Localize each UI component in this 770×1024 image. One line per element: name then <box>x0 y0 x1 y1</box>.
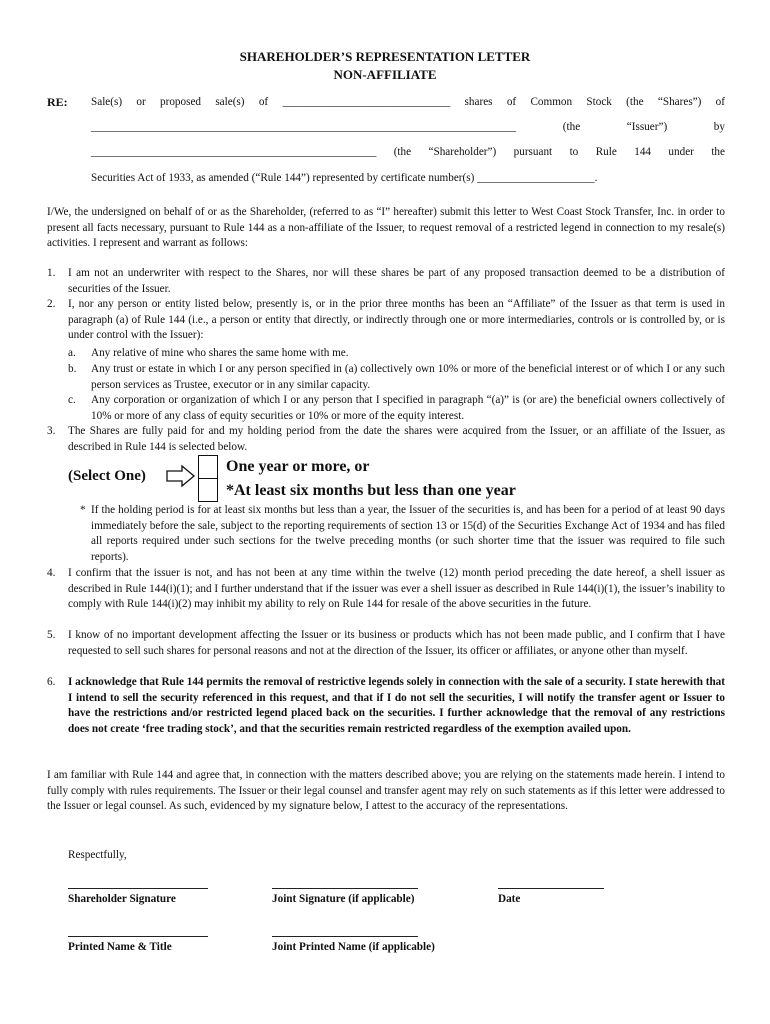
item-1-text: I am not an underwriter with respect to the Shares, nor will these shares be part of any proposed transaction deemed to be a distribution of securities of the Issuer. <box>68 267 725 295</box>
footnote-asterisk: * <box>80 504 86 516</box>
re-label: RE: <box>47 95 68 109</box>
joint-printed-name-line[interactable] <box>272 936 418 937</box>
item-2-text: I, nor any person or entity listed below, presently is, or in the prior three months has been an “Affiliate” of the Issuer as that term is used in paragraph (a) of Rule 144 (i.e., a person or entity that directly, or indirectly through one or more intermediaries, controls or is controlled by, or is under control with the Issuer): <box>68 298 725 341</box>
re-line-3: ___________________________________________________ (the “Shareholder”) pursuant to Rule 144 under the <box>91 146 725 158</box>
re-line-2: ____________________________________________________________________________ (the “Issuer”) by <box>91 121 725 133</box>
item-number: 4. <box>47 567 56 579</box>
arrow-right-icon <box>166 465 196 487</box>
printed-name-label: Printed Name & Title <box>68 941 172 953</box>
subitem-letter: c. <box>68 394 76 406</box>
item-number: 3. <box>47 425 56 437</box>
document-title: SHAREHOLDER’S REPRESENTATION LETTER <box>239 49 531 64</box>
subitem-b-text: Any trust or estate in which I or any person specified in (a) collectively own 10% or more of the beneficial interest or of which I or any such person services as Trustee, executor or in any similar capacity. <box>91 363 725 391</box>
item-number: 5. <box>47 629 56 641</box>
document-subtitle: NON-AFFILIATE <box>333 67 437 82</box>
item-number: 1. <box>47 267 56 279</box>
shareholder-signature-label: Shareholder Signature <box>68 893 176 905</box>
option-six-months: *At least six months but less than one year <box>226 482 516 499</box>
subitem-c-text: Any corporation or organization of which I or any person that I specified in paragraph “(a)” is (or are) the beneficial owners collectively of 10% or more of any class of equity securities or 10% or more of the equity interest. <box>91 394 725 422</box>
date-line[interactable] <box>498 888 604 889</box>
joint-printed-name-label: Joint Printed Name (if applicable) <box>272 941 435 953</box>
joint-signature-line[interactable] <box>272 888 418 889</box>
item-number: 2. <box>47 298 56 310</box>
closing-paragraph: I am familiar with Rule 144 and agree that, in connection with the matters described above; you are relying on the statements made herein. I intend to fully comply with rules requirements. The Issuer or their legal counsel and transfer agent may rely on such statements as if this letter were addressed to the Issuer or legal counsel. As such, evidenced by my signature below, I attest to the accuracy of the representations. <box>47 769 725 812</box>
six-months-checkbox[interactable] <box>198 478 218 502</box>
footnote-text: If the holding period is for at least six months but less than a year, the Issuer of the securities is, and has been for a period of at least 90 days immediately before the sale, subject to the reporting requirements of section 13 or 15(d) of the Securities Exchange Act of 1934 and has filed all reports required under such sections for the twelve preceding months (or such shorter time that the issuer was required to file such reports). <box>91 504 725 563</box>
intro-paragraph: I/We, the undersigned on behalf of or as the Shareholder, (referred to as “I” hereafter) submit this letter to West Coast Stock Transfer, Inc. in order to present all facts necessary, pursuant to Rule 144 as a non-affiliate of the Issuer, to request removal of a restricted legend in connection to my resale(s) activities. I represent and warrant as follows: <box>47 206 725 249</box>
item-6-text: I acknowledge that Rule 144 permits the removal of restrictive legends solely in connection with the sale of a security. I state herewith that I intend to sell the security referenced in this request, and that if I do not sell the securities, I will notify the transfer agent or Issuer to have the restrictions and/or restricted legend placed back on the securities. I further acknowledge that the removal of any restrictions does not create ‘free trading stock’, and that the securities remain restricted regardless of the exemption availed upon. <box>68 676 725 735</box>
item-number: 6. <box>47 676 56 688</box>
subitem-letter: b. <box>68 363 77 375</box>
joint-signature-label: Joint Signature (if applicable) <box>272 893 415 905</box>
select-one-label: (Select One) <box>68 468 146 484</box>
subitem-letter: a. <box>68 347 76 359</box>
date-label: Date <box>498 893 521 905</box>
item-5-text: I know of no important development affecting the Issuer or its business or products which has not been made public, and I confirm that I have requested to sell such shares for personal reasons and not at the direction of the Issuer, its officer or affiliates, or anyone other than myself. <box>68 629 725 657</box>
re-line-4: Securities Act of 1933, as amended (“Rule 144”) represented by certificate number(s) _____________________. <box>91 172 598 184</box>
subitem-a-text: Any relative of mine who shares the same home with me. <box>91 347 349 359</box>
item-3-text: The Shares are fully paid for and my holding period from the date the shares were acquired from the Issuer, or an affiliate of the Issuer, as described in Rule 144 is selected below. <box>68 425 725 453</box>
item-4-text: I confirm that the issuer is not, and has not been at any time within the twelve (12) month period preceding the date hereof, a shell issuer as described in Rule 144(i)(1); and I further understand that if the issuer was ever a shell issuer as described in Rule 144(i)(1), the issuer’s inability to comply with Rule 144(i)(2) may inhibit my ability to rely on Rule 144 for resale of the above securities in the future. <box>68 567 725 610</box>
printed-name-line[interactable] <box>68 936 208 937</box>
shareholder-signature-line[interactable] <box>68 888 208 889</box>
respectfully-text: Respectfully, <box>68 849 127 861</box>
option-one-year: One year or more, or <box>226 458 370 475</box>
one-year-checkbox[interactable] <box>198 455 218 479</box>
re-line-1: Sale(s) or proposed sale(s) of ______________________________ shares of Common Stock (the “Shares”) of <box>91 96 725 108</box>
